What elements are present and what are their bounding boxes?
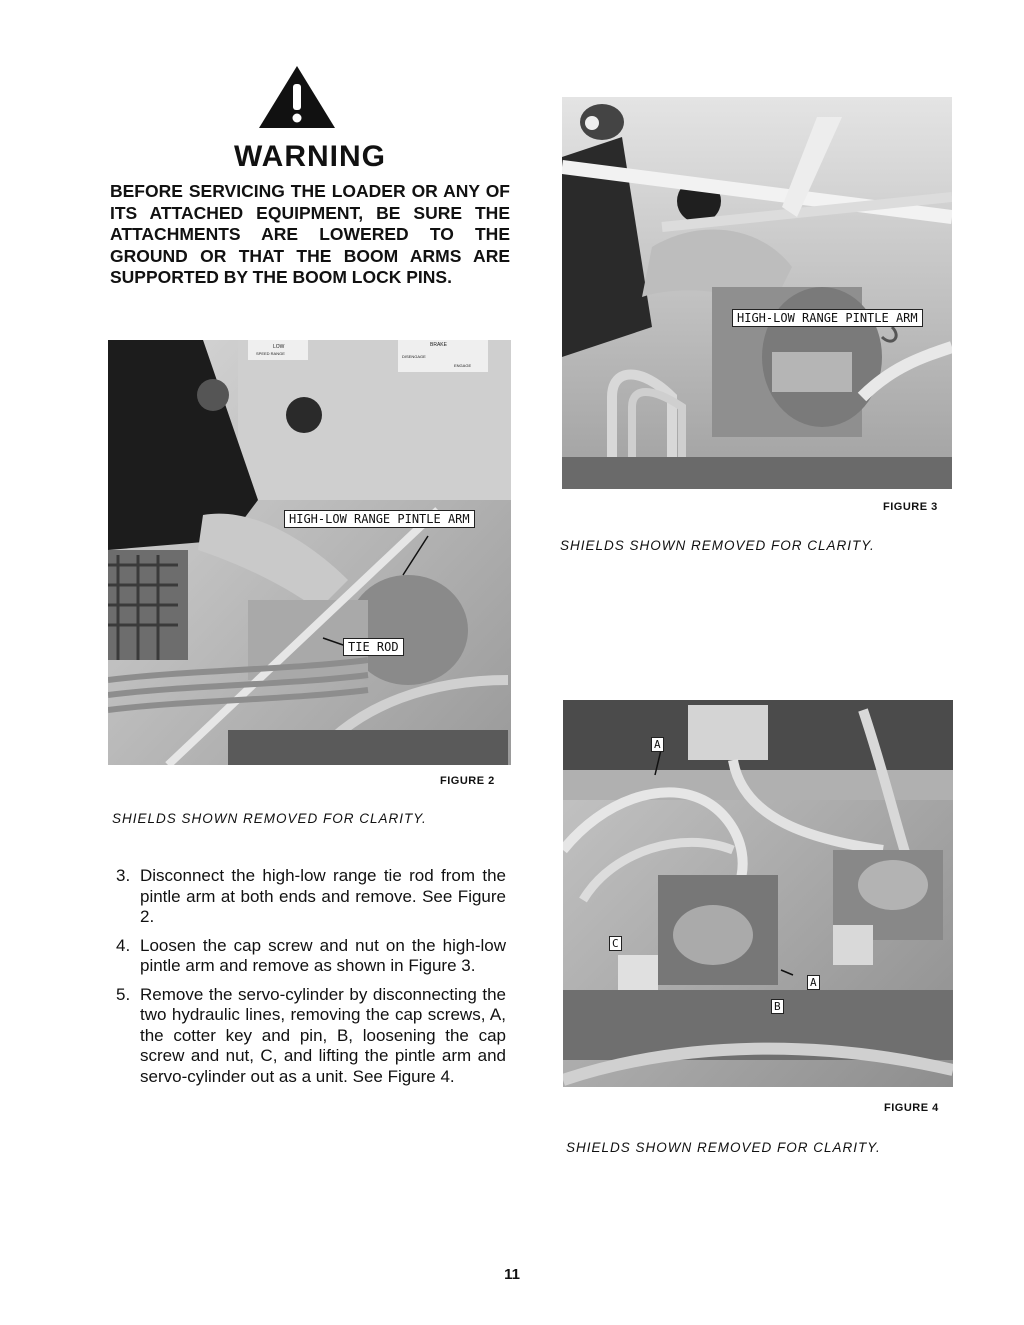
- callout-pintle-arm: HIGH-LOW RANGE PINTLE ARM: [732, 309, 923, 327]
- warning-title: WARNING: [234, 140, 386, 173]
- figure-3-photo: [562, 97, 952, 489]
- page-number: 11: [504, 1266, 520, 1283]
- callout-tie-rod: TIE ROD: [343, 638, 404, 656]
- step-text: Disconnect the high-low range tie rod from the pintle arm at both ends and remove. See Figure 2.: [140, 866, 506, 926]
- callout-a-top: A: [651, 737, 664, 752]
- decal-engage-text: ENGAGE: [454, 363, 472, 368]
- callout-a-right: A: [807, 975, 820, 990]
- step-text: Remove the servo-cylinder by disconnecting the two hydraulic lines, removing the cap screws, A, the cotter key and pin, B, loosening the cap screw and nut, C, and lifting the pintle arm and servo-cylinder out as a unit. See Figure 4.: [140, 984, 506, 1086]
- figure-4-label: FIGURE 4: [884, 1102, 939, 1114]
- figure-2-photo: [108, 340, 511, 765]
- callout-c: C: [609, 936, 622, 951]
- step-number: 5.: [116, 984, 131, 1004]
- step-number: 3.: [116, 866, 131, 885]
- callout-b: B: [771, 999, 784, 1014]
- step-3: [116, 866, 506, 928]
- decal-disengage-text: DISENGAGE: [402, 354, 426, 359]
- warning-body: BEFORE SERVICING THE LOADER OR ANY OF ITS ATTACHED EQUIPMENT, BE SURE THE ATTACHMENTS ARE LOWERED TO THE GROUND OR THAT THE BOOM ARMS ARE SUPPORTED BY THE BOOM LOCK PINS.: [110, 181, 510, 287]
- instruction-steps: [116, 866, 506, 1095]
- figure-4-caption: SHIELDS SHOWN REMOVED FOR CLARITY.: [566, 1140, 881, 1155]
- step-4: [116, 936, 506, 977]
- step-number: 4.: [116, 935, 131, 955]
- figure-3-caption: SHIELDS SHOWN REMOVED FOR CLARITY.: [560, 538, 875, 553]
- decal-speed-range-text: SPEED RANGE: [256, 351, 285, 356]
- step-5: [116, 985, 506, 1088]
- figure-2-label: FIGURE 2: [440, 775, 495, 787]
- figure-4-photo: [563, 700, 953, 1087]
- figure-3-label: FIGURE 3: [883, 501, 938, 513]
- decal-low-text: LOW: [273, 344, 285, 350]
- step-text: Loosen the cap screw and nut on the high-low pintle arm and remove as shown in Figure 3.: [140, 935, 506, 975]
- callout-pintle-arm: HIGH-LOW RANGE PINTLE ARM: [284, 510, 475, 528]
- warning-triangle-icon: [257, 64, 337, 130]
- figure-2-caption: SHIELDS SHOWN REMOVED FOR CLARITY.: [112, 811, 427, 826]
- decal-brake-text: BRAKE: [430, 342, 447, 348]
